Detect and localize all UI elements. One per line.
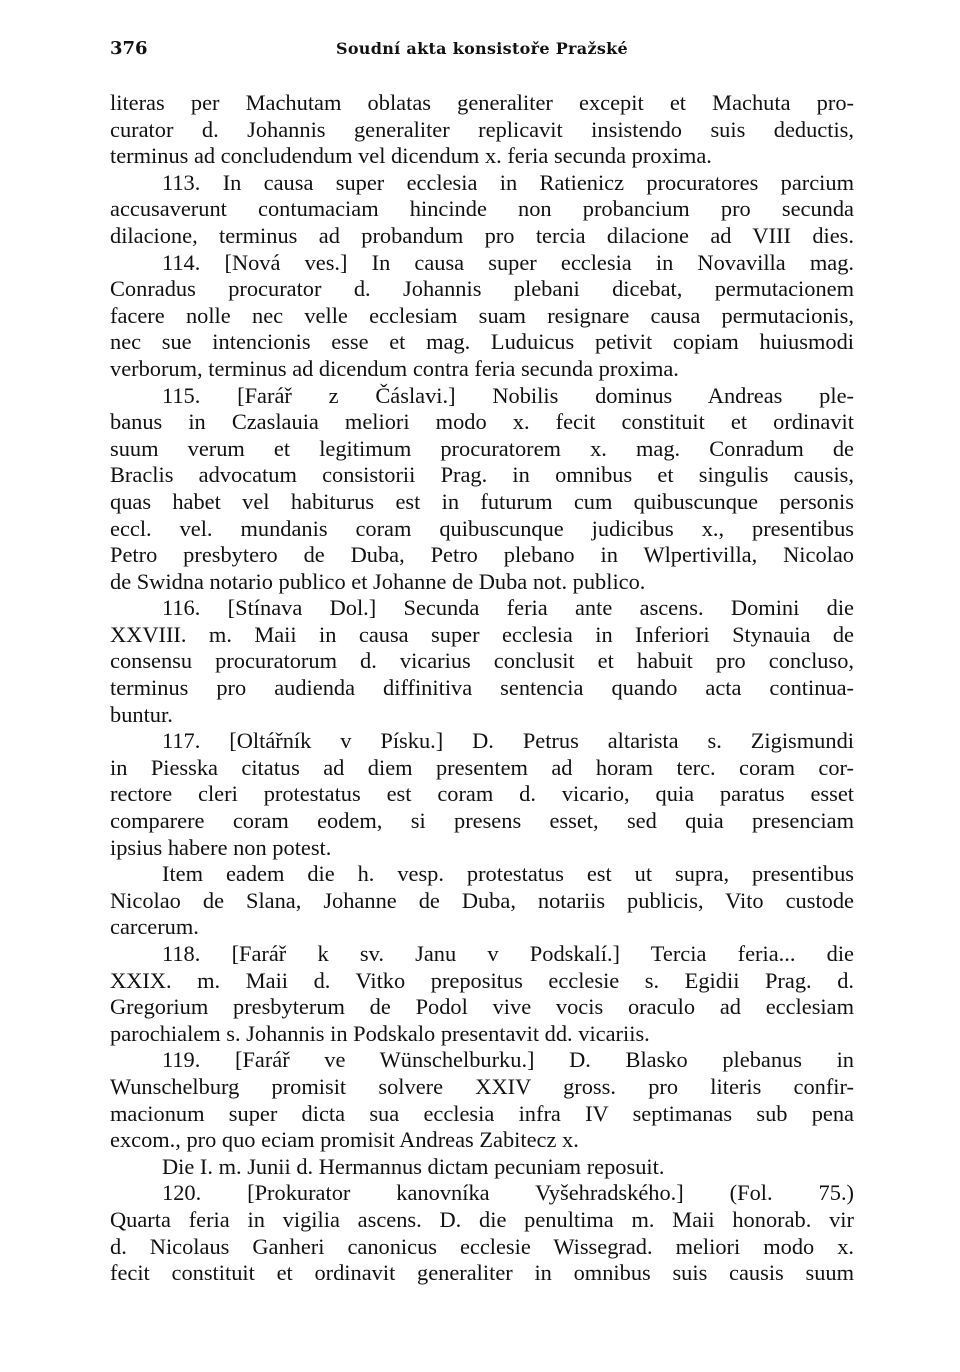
text-line: eccl. vel. mundanis coram quibuscunque judicibus x., presentibus xyxy=(110,515,854,541)
entry-114-start: 114. [Nová ves.] In causa super ecclesia in Novavilla mag. xyxy=(162,249,854,275)
entry-116-start: 116. [Stínava Dol.] Secunda feria ante ascens. Domini die xyxy=(162,595,854,621)
entry-118-start: 118. [Farář k sv. Janu v Podskalí.] Tercia feria... die xyxy=(162,941,854,966)
text-line: Die I. m. Junii d. Hermannus dictam pecuniam reposuit. xyxy=(162,1153,665,1179)
text-line: Item eadem die h. vesp. protestatus est ut supra, presentibus xyxy=(162,861,854,887)
entry-119-start: 119. [Farář ve Wünschelburku.] D. Blasko plebanus in xyxy=(162,1047,854,1073)
text-line: de Swidna notario publico et Johanne de Duba not. publico. xyxy=(110,568,646,594)
text-line: quas habet vel habiturus est in futurum cum quibuscunque personis xyxy=(110,488,854,514)
text-line: Quarta feria in vigilia ascens. D. die penultima m. Maii honorab. vir xyxy=(110,1206,854,1232)
text-line: excom., pro quo eciam promisit Andreas Zabitecz x. xyxy=(110,1127,579,1153)
text-line: terminus pro audienda diffinitiva sentencia quando acta continua- xyxy=(110,675,854,701)
text-line: Braclis advocatum consistorii Prag. in omnibus et singulis causis, xyxy=(110,462,854,488)
text-line: macionum super dicta sua ecclesia infra IV septimanas sub pena xyxy=(110,1100,854,1126)
text-line: suum verum et legitimum procuratorem x. mag. Conradum de xyxy=(110,435,854,461)
text-line: buntur. xyxy=(110,701,173,727)
text-line: rectore cleri protestatus est coram d. vicario, quia paratus esset xyxy=(110,781,854,807)
text-line: banus in Czaslauia meliori modo x. fecit constituit et ordinavit xyxy=(110,409,854,435)
text-line: curator d. Johannis generaliter replicavit insistendo suis deductis, xyxy=(110,116,854,142)
text-line: dilacione, terminus ad probandum pro tercia dilacione ad VIII dies. xyxy=(110,222,854,248)
text-line: Gregorium presbyterum de Podol vive vocis oraculo ad ecclesiam xyxy=(110,994,854,1020)
text-line: Conradus procurator d. Johannis plebani dicebat, permutacionem xyxy=(110,276,854,302)
entry-120-start: 120. [Prokurator kanovníka Vyšehradského.] (Fol. 75.) xyxy=(162,1180,854,1206)
running-title: Soudní akta konsistoře Pražské xyxy=(335,39,629,58)
page-body xyxy=(110,90,854,1287)
text-line: Wunschelburg promisit solvere XXIV gross. pro literis confir- xyxy=(110,1073,854,1099)
entry-115-start: 115. [Farář z Čáslavi.] Nobilis dominus Andreas ple- xyxy=(162,382,854,408)
text-line: nec sue intencionis esse et mag. Luduicus petivit copiam huiusmodi xyxy=(110,329,854,355)
entry-113-start: 113. In causa super ecclesia in Ratienicz procuratores parcium xyxy=(162,169,854,195)
text-line: fecit constituit et ordinavit generaliter in omnibus suis causis suum xyxy=(110,1260,854,1286)
text-line: carcerum. xyxy=(110,914,199,940)
text-line: comparere coram eodem, si presens esset, sed quia presenciam xyxy=(110,808,854,834)
text-line: d. Nicolaus Ganheri canonicus ecclesie Wissegrad. meliori modo x. xyxy=(110,1233,854,1259)
text-line: terminus ad concludendum vel dicendum x. feria secunda proxima. xyxy=(110,143,712,169)
text-line: accusaverunt contumaciam hincinde non probancium pro secunda xyxy=(110,196,854,222)
entry-117-start: 117. [Oltářník v Písku.] D. Petrus altarista s. Zigismundi xyxy=(162,728,854,754)
text-line: literas per Machutam oblatas generaliter excepit et Machuta pro- xyxy=(110,90,854,115)
text-line: XXVIII. m. Maii in causa super ecclesia in Inferiori Stynauia de xyxy=(110,621,854,647)
text-line: ipsius habere non potest. xyxy=(110,834,332,860)
text-line: parochialem s. Johannis in Podskalo presentavit dd. vicariis. xyxy=(110,1020,650,1046)
page-header xyxy=(110,38,854,62)
text-line: consensu procuratorum d. vicarius conclusit et habuit pro concluso, xyxy=(110,648,854,674)
text-line: XXIX. m. Maii d. Vitko prepositus ecclesie s. Egidii Prag. d. xyxy=(110,967,854,993)
text-line: verborum, terminus ad dicendum contra feria secunda proxima. xyxy=(110,355,679,381)
text-line: in Piesska citatus ad diem presentem ad horam terc. coram cor- xyxy=(110,754,854,780)
text-line: Nicolao de Slana, Johanne de Duba, notariis publicis, Vito custode xyxy=(110,887,854,913)
text-line: Petro presbytero de Duba, Petro plebano in Wlpertivilla, Nicolao xyxy=(110,542,854,568)
text-line: facere nolle nec velle ecclesiam suam resignare causa permutacionis, xyxy=(110,302,854,328)
page-number: 376 xyxy=(110,38,148,59)
